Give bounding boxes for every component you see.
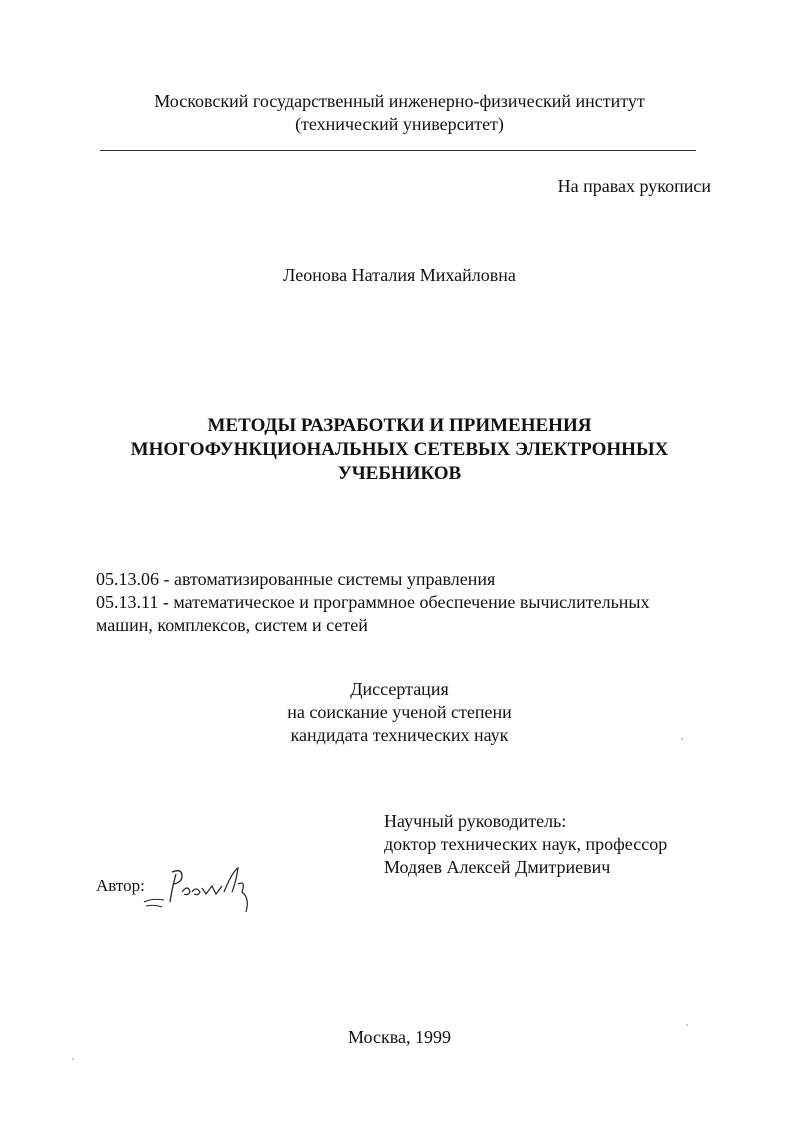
degree-statement bbox=[0, 678, 799, 747]
degree-line: Диссертация bbox=[350, 679, 449, 699]
institute-header bbox=[0, 90, 799, 136]
institute-subtitle: (технический университет) bbox=[295, 114, 504, 134]
manuscript-note: На правах рукописи bbox=[557, 176, 711, 196]
author-signature-block bbox=[96, 862, 276, 922]
dissertation-title bbox=[0, 414, 799, 486]
title-line: УЧЕБНИКОВ bbox=[337, 463, 462, 484]
scan-speck bbox=[686, 1024, 688, 1026]
supervisor-label: Научный руководитель: bbox=[384, 811, 567, 831]
title-line: МЕТОДЫ РАЗРАБОТКИ И ПРИМЕНЕНИЯ bbox=[207, 415, 592, 436]
degree-line: кандидата технических наук bbox=[290, 725, 509, 745]
institute-name: Московский государственный инженерно-физический институт bbox=[154, 91, 645, 111]
author-label: Автор: bbox=[96, 876, 145, 895]
handwritten-signature-icon bbox=[142, 862, 272, 922]
header-divider bbox=[100, 150, 696, 151]
degree-line: на соискание ученой степени bbox=[287, 702, 512, 722]
scan-speck bbox=[681, 738, 683, 740]
supervisor-name: Модяев Алексей Дмитриевич bbox=[384, 857, 611, 877]
specialty-line: 05.13.11 - математическое и программное обеспечение вычислительных bbox=[96, 592, 650, 612]
specialty-line: 05.13.06 - автоматизированные системы управления bbox=[96, 569, 496, 589]
author-name: Леонова Наталия Михайловна bbox=[283, 265, 516, 285]
specialty-codes bbox=[96, 568, 650, 637]
supervisor-rank: доктор технических наук, профессор bbox=[384, 834, 668, 854]
specialty-line: машин, комплексов, систем и сетей bbox=[96, 615, 368, 635]
title-line: МНОГОФУНКЦИОНАЛЬНЫХ СЕТЕВЫХ ЭЛЕКТРОННЫХ bbox=[130, 439, 669, 460]
supervisor-block bbox=[384, 810, 667, 879]
scan-speck bbox=[72, 1058, 74, 1060]
city-year: Москва, 1999 bbox=[348, 1027, 451, 1047]
